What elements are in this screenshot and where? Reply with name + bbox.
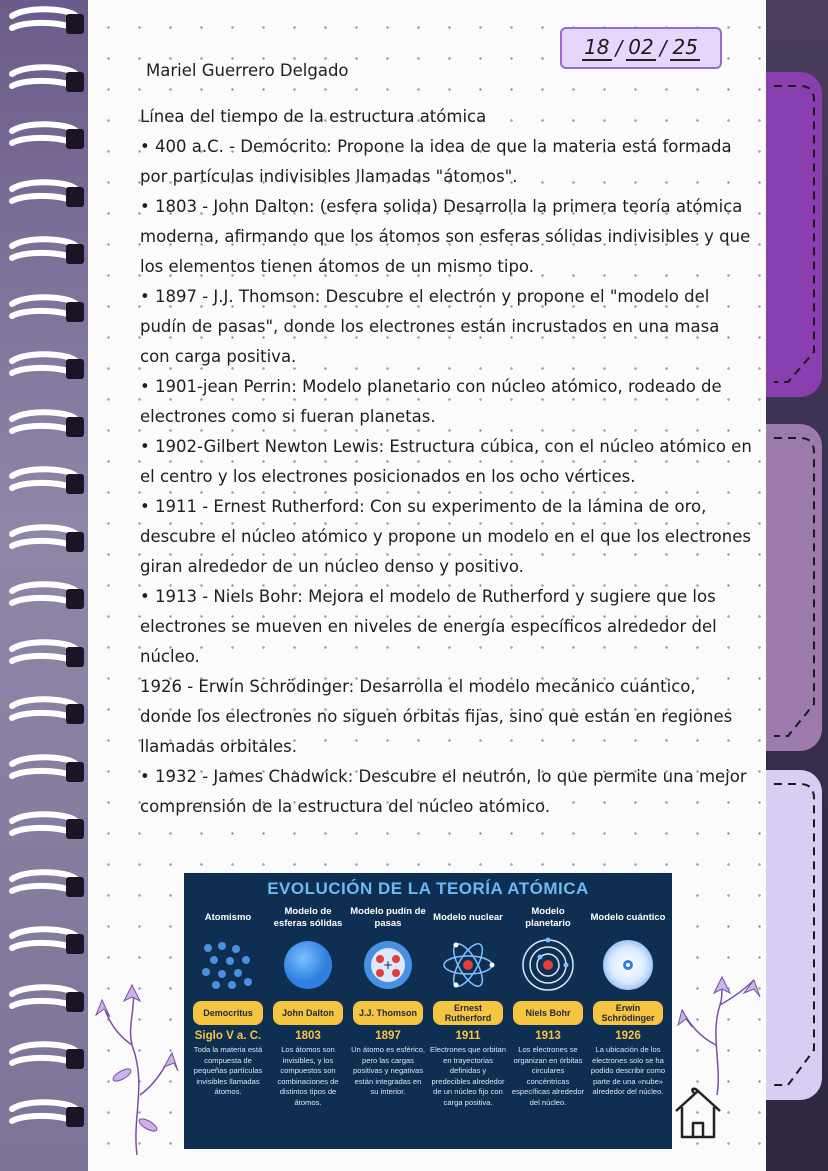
timeline-entry: • 1902-Gilbert Newton Lewis: Estructura cúbica, con el núcleo atómico en el centro y los electrones posicionados en los ocho vértices. bbox=[140, 437, 752, 486]
infographic-title: EVOLUCIÓN DE LA TEORÍA ATÓMICA bbox=[267, 879, 589, 898]
timeline-entry: • 1911 - Ernest Rutherford: Con su experimento de la lámina de oro, descubre el núcleo atómico y propone un modelo en el que los electrones giran alrededor de un núcleo denso y positivo. bbox=[140, 497, 751, 576]
timeline-entry: • 1901-jean Perrin: Modelo planetario con núcleo atómico, rodeado de electrones como si fueran planetas. bbox=[140, 377, 722, 426]
spiral-ring bbox=[6, 869, 84, 903]
electron-cloud-icon bbox=[588, 935, 668, 995]
timeline-entry: • 400 a.C. - Demócrito: Propone la idea de que la materia está formada por partículas indivisibles llamadas "átomos". bbox=[140, 137, 732, 186]
spiral-ring bbox=[6, 466, 84, 500]
spiral-ring bbox=[6, 1041, 84, 1075]
date-year: 25 bbox=[672, 35, 698, 59]
spiral-ring bbox=[6, 409, 84, 443]
scientist-name: J.J. Thomson bbox=[353, 1001, 423, 1025]
date-slash: / bbox=[659, 36, 667, 60]
infographic-column-schrodinger bbox=[588, 905, 668, 1098]
timeline-entry: • 1803 - John Dalton: (esfera solida) Desarrolla la primera teoría atómica moderna, afirmando que los átomos son esferas sólidas indivisibles y que los elementos tienen átomos de un mismo tipo. bbox=[140, 197, 751, 276]
spiral-ring bbox=[6, 121, 84, 155]
scientist-name: Democritus bbox=[193, 1001, 263, 1025]
timeline-entry: 1926 - Erwin Schrödinger: Desarrolla el modelo mecánico cuántico, donde los electrones no siguen órbitas fijas, sino que están en regiones llamadas orbitales. bbox=[140, 677, 733, 756]
infographic-column-dalton bbox=[268, 905, 348, 1108]
model-name: Modelo nuclear bbox=[433, 912, 503, 923]
model-description: Electrones que orbitan en trayectorias definidas y predecibles alrededor de un núcleo fijo con carga positiva. bbox=[430, 1045, 506, 1107]
model-year: Siglo V a. C. bbox=[194, 1030, 262, 1042]
timeline-entry: • 1897 - J.J. Thomson: Descubre el electrón y propone el "modelo del pudín de pasas", donde los electrones están incrustados en una masa con carga positiva. bbox=[140, 287, 720, 366]
timeline-entry: • 1932 - James Chadwick: Descubre el neutrón, lo que permite una mejor comprensión de la estructura del núcleo atómico. bbox=[140, 767, 747, 816]
plum-pudding-icon bbox=[348, 935, 428, 995]
spiral-ring bbox=[6, 581, 84, 615]
home-icon[interactable] bbox=[672, 1085, 724, 1141]
model-name: Atomismo bbox=[204, 912, 252, 923]
model-description: La ubicación de los electrones solo se ha podido describir como parte de una «nube» alrededor del núcleo. bbox=[590, 1045, 666, 1096]
spiral-ring bbox=[6, 1099, 84, 1133]
spiral-ring bbox=[6, 6, 84, 40]
spiral-ring bbox=[6, 696, 84, 730]
scientist-name: John Dalton bbox=[273, 1001, 343, 1025]
model-year: 1911 bbox=[455, 1030, 481, 1042]
scientist-name: Ernest Rutherford bbox=[433, 1001, 503, 1025]
solid-sphere-icon bbox=[268, 935, 348, 995]
author-name: Mariel Guerrero Delgado bbox=[146, 61, 349, 80]
spiral-ring bbox=[6, 926, 84, 960]
spiral-ring bbox=[6, 236, 84, 270]
date-slash: / bbox=[615, 36, 623, 60]
atomism-particles-icon bbox=[188, 935, 268, 995]
model-year: 1803 bbox=[295, 1030, 321, 1042]
spiral-ring bbox=[6, 754, 84, 788]
model-year: 1897 bbox=[375, 1030, 401, 1042]
infographic-column-rutherford bbox=[428, 905, 508, 1108]
scientist-name: Niels Bohr bbox=[513, 1001, 583, 1025]
timeline-text bbox=[140, 102, 752, 822]
spiral-ring bbox=[6, 524, 84, 558]
model-description: Los átomos son invisibles, y los compuestos son combinaciones de distintos tipos de átomos. bbox=[277, 1045, 339, 1107]
infographic-column-atomism bbox=[188, 905, 268, 1098]
scientist-name: Erwin Schrödinger bbox=[593, 1001, 663, 1025]
model-year: 1926 bbox=[615, 1030, 641, 1042]
atomic-theory-infographic bbox=[184, 873, 672, 1149]
infographic-column-bohr bbox=[508, 905, 588, 1108]
nuclear-atom-icon bbox=[428, 935, 508, 995]
model-name: Modelo cuántico bbox=[590, 912, 666, 923]
spiral-ring bbox=[6, 64, 84, 98]
planetary-atom-icon bbox=[508, 935, 588, 995]
timeline-heading: Línea del tiempo de la estructura atómica bbox=[140, 107, 487, 126]
model-name: Modelo pudín de pasas bbox=[350, 906, 426, 929]
tab-divider-1[interactable] bbox=[766, 72, 822, 397]
model-name: Modelo de esferas sólidas bbox=[273, 906, 343, 929]
date-day: 18 bbox=[584, 35, 610, 59]
svg-text:+: + bbox=[382, 958, 394, 972]
model-name: Modelo planetario bbox=[525, 906, 571, 929]
spiral-ring bbox=[6, 351, 84, 385]
flower-decoration-left bbox=[92, 975, 182, 1155]
model-year: 1913 bbox=[535, 1030, 561, 1042]
spiral-ring bbox=[6, 984, 84, 1018]
infographic-column-thomson bbox=[348, 905, 428, 1098]
spiral-binding bbox=[0, 0, 88, 1171]
spiral-ring bbox=[6, 639, 84, 673]
spiral-ring bbox=[6, 179, 84, 213]
spiral-ring bbox=[6, 294, 84, 328]
date-month: 02 bbox=[628, 35, 654, 59]
spiral-ring bbox=[6, 811, 84, 845]
model-description: Toda la materia está compuesta de pequeñas partículas invisibles llamadas átomos. bbox=[193, 1045, 263, 1096]
date-box bbox=[560, 27, 722, 69]
flower-decoration-right bbox=[672, 975, 762, 1095]
tab-divider-3[interactable] bbox=[766, 770, 822, 1100]
model-description: Un átomo es esférico, pero las cargas positivas y negativas están integradas en su interior. bbox=[351, 1045, 425, 1096]
model-description: Los electrones se organizan en órbitas circulares concéntricas específicas alrededor del núcleo. bbox=[511, 1045, 585, 1107]
timeline-entry: • 1913 - Niels Bohr: Mejora el modelo de Rutherford y sugiere que los electrones se mueven en niveles de energía específicos alrededor del núcleo. bbox=[140, 587, 717, 666]
tab-divider-2[interactable] bbox=[766, 424, 822, 751]
